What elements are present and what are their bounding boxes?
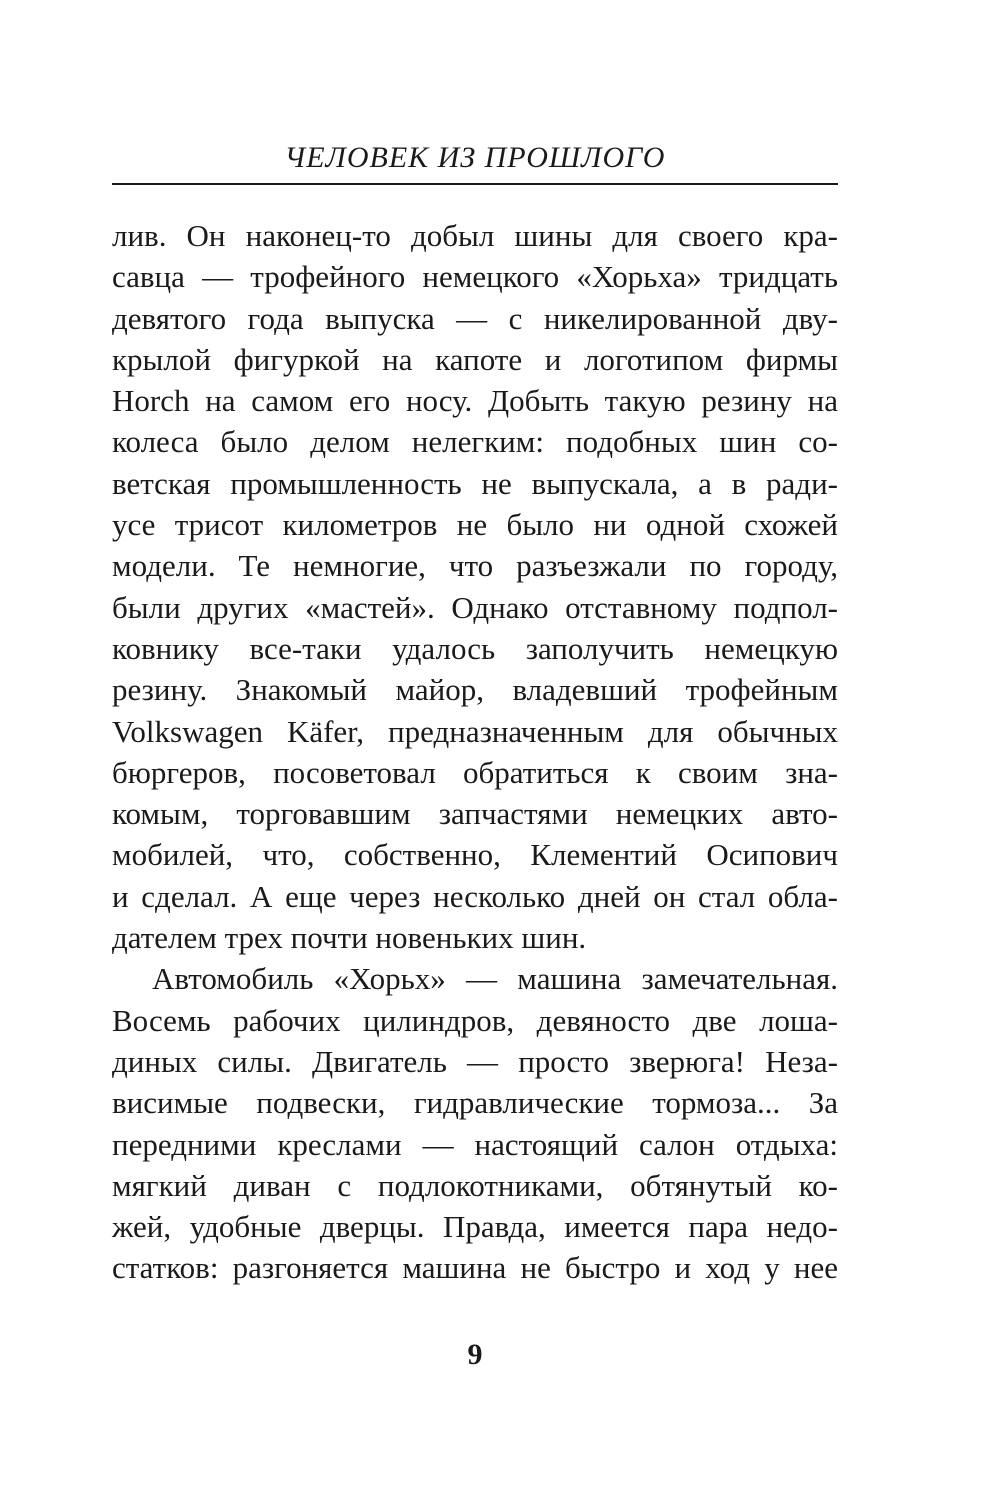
text-line: крылой фигуркой на капоте и логотипом фирмы	[112, 341, 838, 377]
text-line: резину. Знакомый майор, владевший трофейным	[112, 672, 838, 708]
text-line: были других «мастей». Однако отставному подпол-	[112, 589, 838, 625]
page-number: 9	[467, 1338, 483, 1371]
text-line: савца — трофейного немецкого «Хорьха» тридцать	[112, 259, 838, 295]
header-rule	[112, 183, 838, 185]
text-line: висимые подвески, гидравлические тормоза... За	[112, 1085, 838, 1121]
text-line: бюргеров, посоветовал обратиться к своим зна-	[112, 754, 838, 790]
text-line: Volkswagen Käfer, предназначенным для обычных	[112, 713, 838, 749]
text-line: колеса было делом нелегким: подобных шин со-	[112, 424, 838, 460]
text-line: усе трисот километров не было ни одной схожей	[112, 507, 838, 543]
text-line: Восемь рабочих цилиндров, девяносто две лоша-	[112, 1002, 838, 1038]
text-line: модели. Те немногие, что разъезжали по городу,	[112, 548, 838, 584]
text-line: передними креслами — настоящий салон отдыха:	[112, 1126, 838, 1162]
paragraph-1	[112, 215, 838, 958]
text-line: статков: разгоняется машина не быстро и ход у нее	[112, 1250, 838, 1286]
text-line: и сделал. А еще через несколько дней он стал обла-	[112, 878, 838, 914]
text-line: диных силы. Двигатель — просто зверюга! Неза-	[112, 1043, 838, 1079]
text-line: ковнику все-таки удалось заполучить немецкую	[112, 630, 838, 666]
text-line: Horch на самом его носу. Добыть такую резину на	[112, 383, 838, 419]
text-line: лив. Он наконец-то добыл шины для своего кра-	[112, 218, 838, 253]
paragraph-2	[112, 958, 838, 1288]
running-head: ЧЕЛОВЕК ИЗ ПРОШЛОГО	[284, 141, 666, 174]
text-line: девятого года выпуска — с никелированной дву-	[112, 300, 838, 336]
text-line: жей, удобные дверцы. Правда, имеется пара недо-	[112, 1209, 838, 1245]
text-line: мягкий диван с подлокотниками, обтянутый ко-	[112, 1167, 838, 1203]
text-line: мобилей, что, собственно, Клементий Осипович	[112, 837, 838, 873]
text-line: дателем трех почти новеньких шин.	[112, 920, 587, 956]
text-line: комым, торговавшим запчастями немецких авто-	[112, 796, 838, 832]
text-line: Автомобиль «Хорьх» — машина замечательная.	[152, 961, 838, 997]
body-text	[112, 215, 838, 1289]
text-line: ветская промышленность не выпускала, а в ради-	[112, 465, 838, 501]
